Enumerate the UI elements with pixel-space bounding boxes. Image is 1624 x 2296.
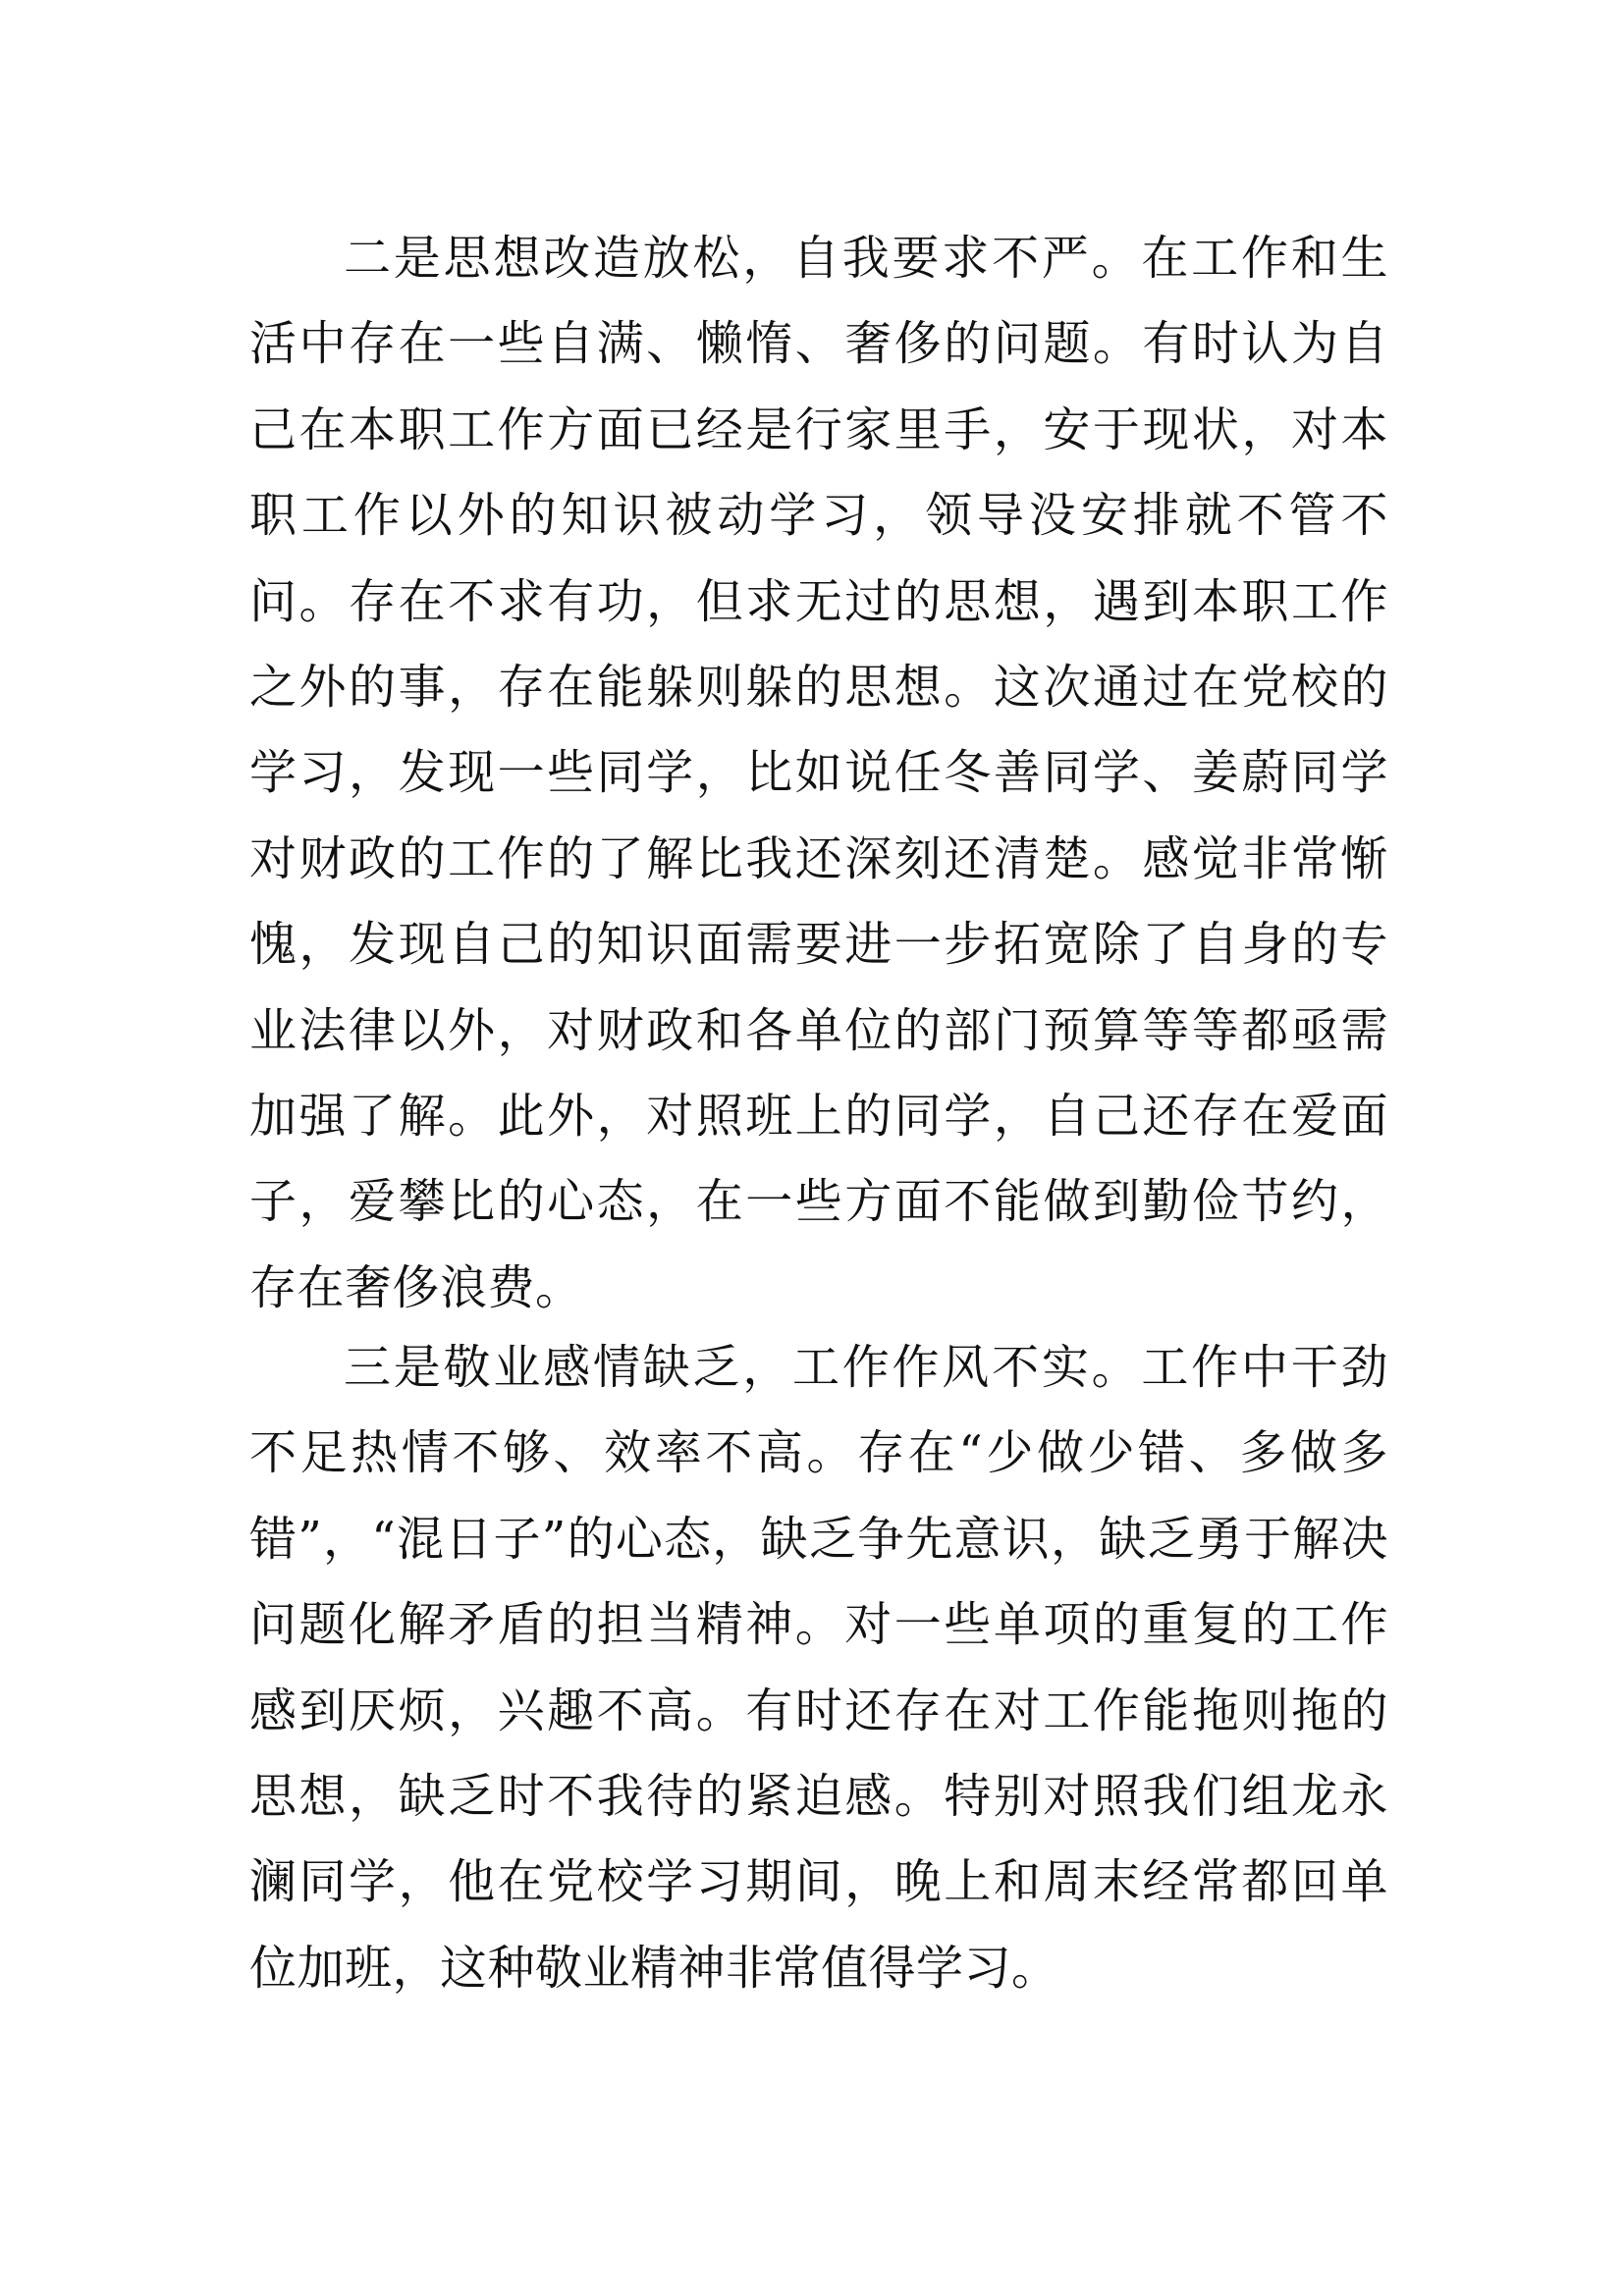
paragraph-work-attitude: 三是敬业感情缺乏，工作作风不实。工作中干劲不足热情不够、效率不高。存在“少做少错、多做多错”，“混日子”的心态，缺乏争先意识，缺乏勇于解决问题化解矛盾的担当精神。对一些单项的重复的工作感到厌烦，兴趣不高。有时还存在对工作能拖则拖的思想，缺乏时不我待的紧迫感。特别对照我们组龙永澜同学，他在党校学习期间，晚上和周末经常都回单位加班，这种敬业精神非常值得学习。	[249, 1340, 1388, 1996]
paragraph-self-discipline: 二是思想改造放松，自我要求不严。在工作和生活中存在一些自满、懒惰、奢侈的问题。有时认为自己在本职工作方面已经是行家里手，安于现状，对本职工作以外的知识被动学习，领导没安排就不管不问。存在不求有功，但求无过的思想，遇到本职工作之外的事，存在能躲则躲的思想。这次通过在党校的学习，发现一些同学，比如说任冬善同学、姜蔚同学对财政的工作的了解比我还深刻还清楚。感觉非常惭愧，发现自己的知识面需要进一步拓宽除了自身的专业法律以外，对财政和各单位的部门预算等等都亟需加强了解。此外，对照班上的同学，自己还存在爱面子，爱攀比的心态，在一些方面不能做到勤俭节约，存在奢侈浪费。	[249, 231, 1388, 1315]
